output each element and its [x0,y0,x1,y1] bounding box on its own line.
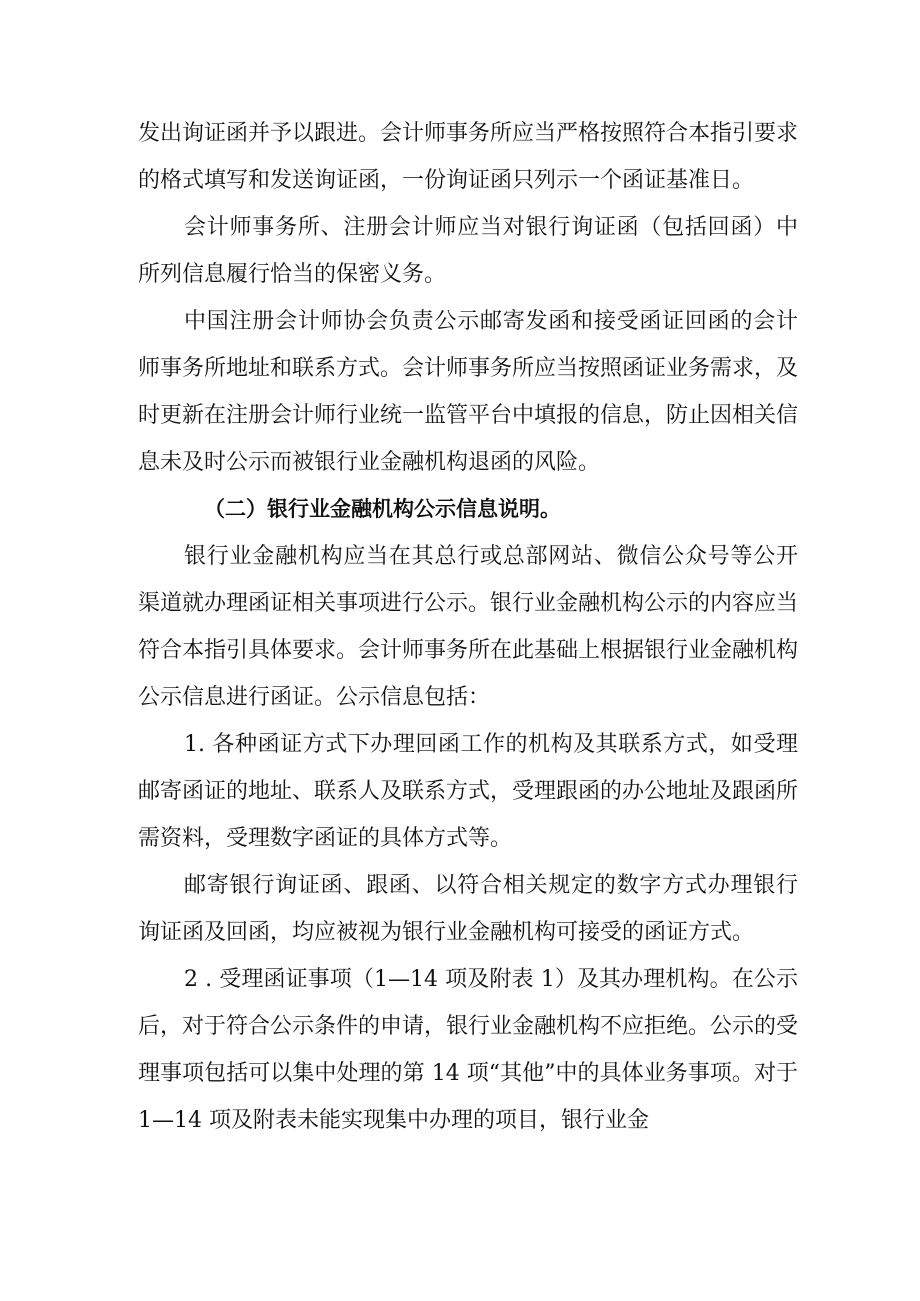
list-item-1: 1. 各种函证方式下办理回函工作的机构及其联系方式，如受理邮寄函证的地址、联系人及联系方式，受理跟函的办公地址及跟函所需资料，受理数字函证的具体方式等。 [138,732,799,851]
paragraph-cicpa-publication: 中国注册会计师协会负责公示邮寄发函和接受函证回函的会计师事务所地址和联系方式。会计师事务所应当按照函证业务需求，及时更新在注册会计师行业统一监管平台中填报的信息，防止因相关信息未及时公示而被银行业金融机构退函的风险。 [138,309,799,475]
list-item-2: 2 . 受理函证事项（1—14 项及附表 1）及其办理机构。在公示后，对于符合公示条件的申请，银行业金融机构不应拒绝。公示的受理事项包括可以集中处理的第 14 项“其他”中的具体业务事项。对于 1—14 项及附表未能实现集中办理的项目，银行业金 [138,967,799,1133]
paragraph-confirmation-format: 发出询证函并予以跟进。会计师事务所应当严格按照符合本指引要求的格式填写和发送询证函，一份询证函只列示一个函证基准日。 [138,121,799,193]
paragraph-bank-publication: 银行业金融机构应当在其总行或总部网站、微信公众号等公开渠道就办理函证相关事项进行公示。银行业金融机构公示的内容应当符合本指引具体要求。会计师事务所在此基础上根据银行业金融机构公示信息进行函证。公示信息包括： [138,544,799,710]
document-page [138,110,798,1144]
section-heading-bank-publication: （二）银行业金融机构公示信息说明。 [204,497,561,521]
paragraph-acceptable-methods: 邮寄银行询证函、跟函、以符合相关规定的数字方式办理银行询证函及回函，均应被视为银行业金融机构可接受的函证方式。 [138,873,798,945]
paragraph-confidentiality: 会计师事务所、注册会计师应当对银行询证函（包括回函）中所列信息履行恰当的保密义务。 [138,215,798,287]
